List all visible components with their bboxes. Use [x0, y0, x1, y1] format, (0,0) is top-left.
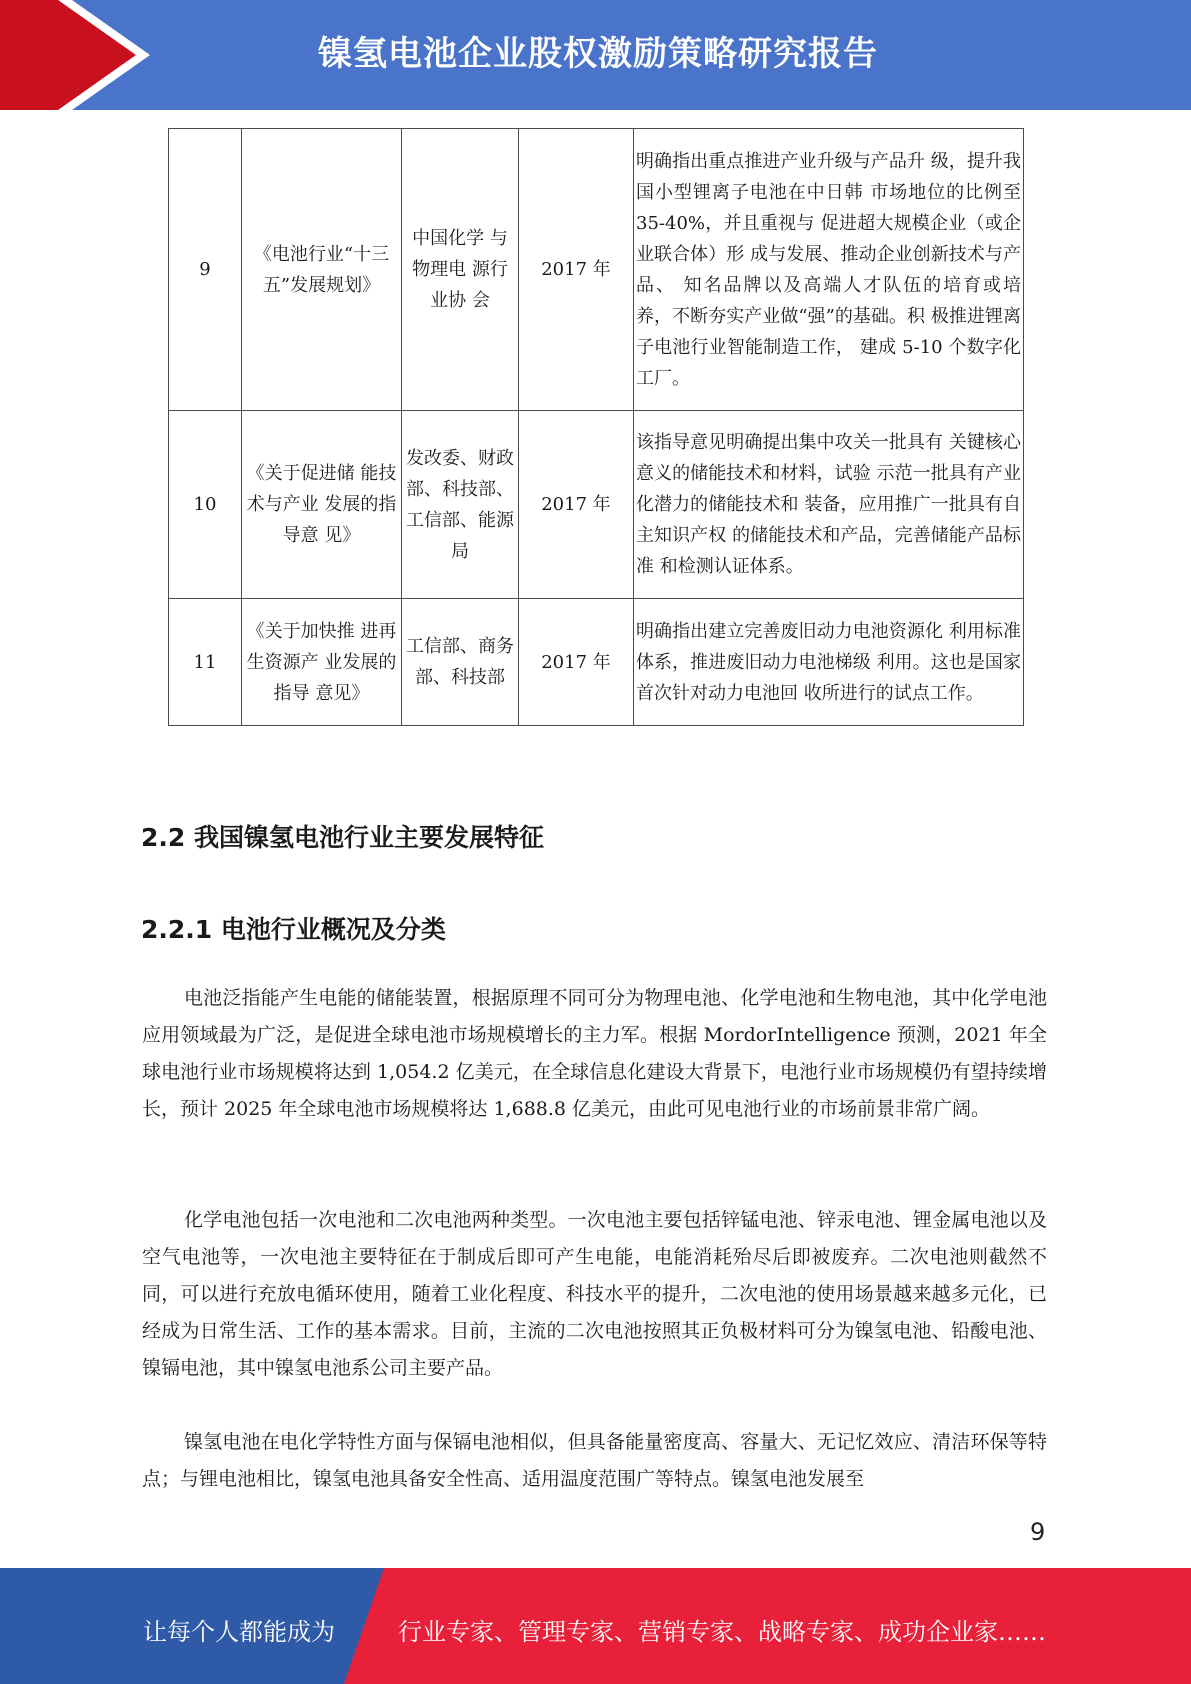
cell-number: 11 — [169, 599, 242, 726]
cell-policy-name: 《电池行业“十三五”发展规划》 — [242, 129, 402, 411]
body-paragraph: 电池泛指能产生电能的储能装置，根据原理不同可分为物理电池、化学电池和生物电池，其中化学电池应用领域最为广泛，是促进全球电池市场规模增长的主力军。根据 MordorIntelligence 预测，2021 年全球电池行业市场规模将达到 1,054.2 亿美元，在全球信息化建设大背景下，电池行业市场规模仍有望持续增长，预计 2025 年全球电池市场规模将达 1,688.8 亿美元，由此可见电池行业的市场前景非常广阔。 — [142, 987, 1047, 1120]
cell-description: 明确指出重点推进产业升级与产品升 级，提升我国小型锂离子电池在中日韩 市场地位的比例至 35-40%，并且重视与 促进超大规模企业（或企业联合体）形 成与发展、推动企业创新技术与产品、 知名品牌以及高端人才队伍的培育或培 养，不断夯实产业做“强”的基础。积 极推进锂离子电池行业智能制造工作， 建成 5-10 个数字化工厂。 — [634, 129, 1024, 411]
cell-year: 2017 年 — [519, 129, 634, 411]
subsection-heading: 2.2.1 电池行业概况及分类 — [141, 915, 446, 944]
cell-organization: 工信部、商务部、科技部 — [402, 599, 519, 726]
cell-description: 该指导意见明确提出集中攻关一批具有 关键核心意义的储能技术和材料，试验 示范一批具有产业化潜力的储能技术和 装备，应用推广一批具有自主知识产权 的储能技术和产品，完善储能产品标准 和检测认证体系。 — [634, 411, 1024, 599]
footer-banner — [0, 1568, 1191, 1684]
table-row — [169, 411, 1024, 599]
body-paragraph: 化学电池包括一次电池和二次电池两种类型。一次电池主要包括锌锰电池、锌汞电池、锂金属电池以及空气电池等，一次电池主要特征在于制成后即可产生电能，电能消耗殆尽后即被废弃。二次电池则截然不同，可以进行充放电循环使用，随着工业化程度、科技水平的提升，二次电池的使用场景越来越多元化，已经成为日常生活、工作的基本需求。目前，主流的二次电池按照其正负极材料可分为镍氢电池、铅酸电池、镍镉电池，其中镍氢电池系公司主要产品。 — [142, 1209, 1047, 1379]
cell-description: 明确指出建立完善废旧动力电池资源化 利用标准体系，推进废旧动力电池梯级 利用。这也是国家首次针对动力电池回 收所进行的试点工作。 — [634, 599, 1024, 726]
section-heading: 2.2 我国镍氢电池行业主要发展特征 — [141, 823, 544, 852]
cell-organization: 中国化学 与物理电 源行业协 会 — [402, 129, 519, 411]
footer-slogan-left: 让每个人都能成为 — [143, 1618, 335, 1646]
document-title: 镍氢电池企业股权激励策略研究报告 — [318, 34, 878, 74]
table-row — [169, 599, 1024, 726]
cell-number: 10 — [169, 411, 242, 599]
cell-policy-name: 《关于促进储 能技术与产业 发展的指导意 见》 — [242, 411, 402, 599]
cell-year: 2017 年 — [519, 599, 634, 726]
cell-policy-name: 《关于加快推 进再生资源产 业发展的指导 意见》 — [242, 599, 402, 726]
body-paragraph: 镍氢电池在电化学特性方面与保镉电池相似，但具备能量密度高、容量大、无记忆效应、清洁环保等特点；与锂电池相比，镍氢电池具备安全性高、适用温度范围广等特点。镍氢电池发展至 — [142, 1431, 1047, 1490]
cell-year: 2017 年 — [519, 411, 634, 599]
cell-number: 9 — [169, 129, 242, 411]
page-number: 9 — [1030, 1518, 1046, 1546]
header-banner — [0, 0, 1191, 110]
footer-slogan-right: 行业专家、管理专家、营销专家、战略专家、成功企业家…… — [398, 1618, 1046, 1646]
table-row — [169, 129, 1024, 411]
policy-table — [168, 128, 1024, 726]
cell-organization: 发改委、财政部、科技部、工信部、能源局 — [402, 411, 519, 599]
